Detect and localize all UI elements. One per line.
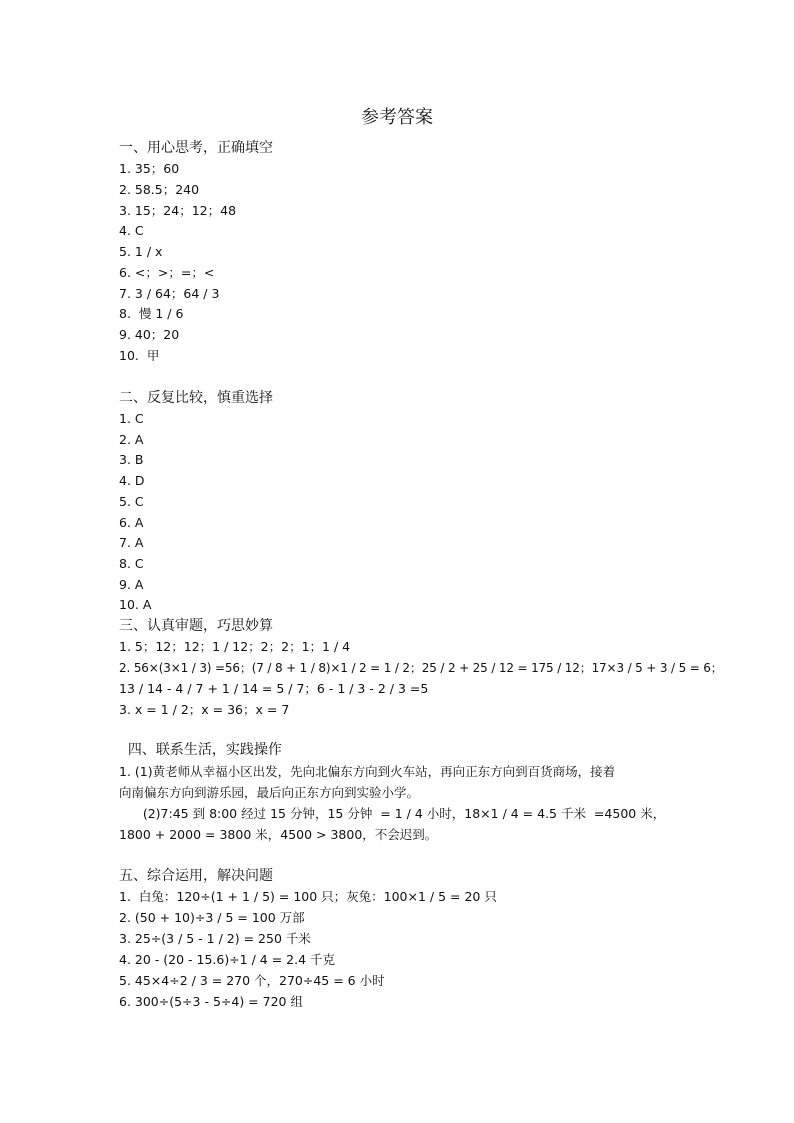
- section-2-item: 5. C: [119, 494, 144, 509]
- section-1-item: 9. 40；20: [119, 327, 180, 342]
- section-4-item: 1. (1)黄老师从幸福小区出发，先向北偏东方向到火车站，再向正东方向到百货商场，接着: [119, 764, 616, 779]
- section-1-item: 7. 3 / 64；64 / 3: [119, 286, 220, 301]
- section-4-item: (2)7:45 到 8:00 经过 15 分钟，15 分钟 = 1 / 4 小时，18×1 / 4 = 4.5 千米 =4500 米，: [119, 806, 666, 821]
- section-1-item: 4. C: [119, 223, 144, 238]
- section-2-item: 8. C: [119, 556, 144, 571]
- section-3-heading: 三、认真审题，巧思妙算: [119, 618, 273, 634]
- section-4-item: 1800 + 2000 = 3800 米，4500 > 3800，不会迟到。: [119, 827, 438, 842]
- section-1-item: 2. 58.5；240: [119, 182, 200, 197]
- section-2-item: 10. A: [119, 597, 152, 612]
- section-5-heading: 五、综合运用，解决问题: [119, 868, 273, 884]
- section-2-item: 2. A: [119, 432, 144, 447]
- section-3-item: 2. 56×(3×1 / 3) =56；(7 / 8 + 1 / 8)×1 / 2 = 1 / 2；25 / 2 + 25 / 12 = 175 / 12；17×3 / 5 + 3 / 5 = 6；: [119, 661, 723, 675]
- section-5-item: 6. 300÷(5÷3 - 5÷4) = 720 组: [119, 994, 303, 1009]
- section-5-item: 1. 白兔：120÷(1 + 1 / 5) = 100 只；灰兔：100×1 / 5 = 20 只: [119, 889, 497, 904]
- page-title: 参考答案: [361, 107, 433, 128]
- section-5-item: 5. 45×4÷2 / 3 = 270 个，270÷45 = 6 小时: [119, 973, 385, 988]
- section-3-item: 13 / 14 - 4 / 7 + 1 / 14 = 5 / 7；6 - 1 / 3 - 2 / 3 =5: [119, 681, 429, 696]
- section-2-item: 4. D: [119, 473, 145, 488]
- section-4-item: 向南偏东方向到游乐园，最后向正东方向到实验小学。: [119, 785, 420, 800]
- section-2-item: 3. B: [119, 452, 144, 467]
- section-5-item: 3. 25÷(3 / 5 - 1 / 2) = 250 千米: [119, 931, 311, 946]
- section-1-item: 10. 甲: [119, 348, 160, 363]
- section-1-item: 3. 15；24；12；48: [119, 203, 237, 218]
- section-1-heading: 一、用心思考，正确填空: [119, 140, 273, 156]
- section-2-heading: 二、反复比较，慎重选择: [119, 390, 273, 406]
- section-1-item: 6. <；>；=；<: [119, 265, 215, 280]
- section-2-item: 6. A: [119, 515, 144, 530]
- section-5-item: 4. 20 - (20 - 15.6)÷1 / 4 = 2.4 千克: [119, 952, 336, 967]
- section-2-item: 7. A: [119, 535, 144, 550]
- section-2-item: 9. A: [119, 577, 144, 592]
- section-4-heading: 四、联系生活，实践操作: [119, 742, 282, 758]
- section-3-item: 1. 5；12；12；1 / 12；2；2；1；1 / 4: [119, 639, 351, 654]
- section-2-item: 1. C: [119, 411, 144, 426]
- section-1-item: 8. 慢 1 / 6: [119, 306, 184, 321]
- section-1-item: 1. 35；60: [119, 161, 180, 176]
- section-5-item: 2. (50 + 10)÷3 / 5 = 100 万部: [119, 910, 305, 925]
- section-1-item: 5. 1 / x: [119, 244, 163, 259]
- section-3-item: 3. x = 1 / 2；x = 36；x = 7: [119, 702, 290, 717]
